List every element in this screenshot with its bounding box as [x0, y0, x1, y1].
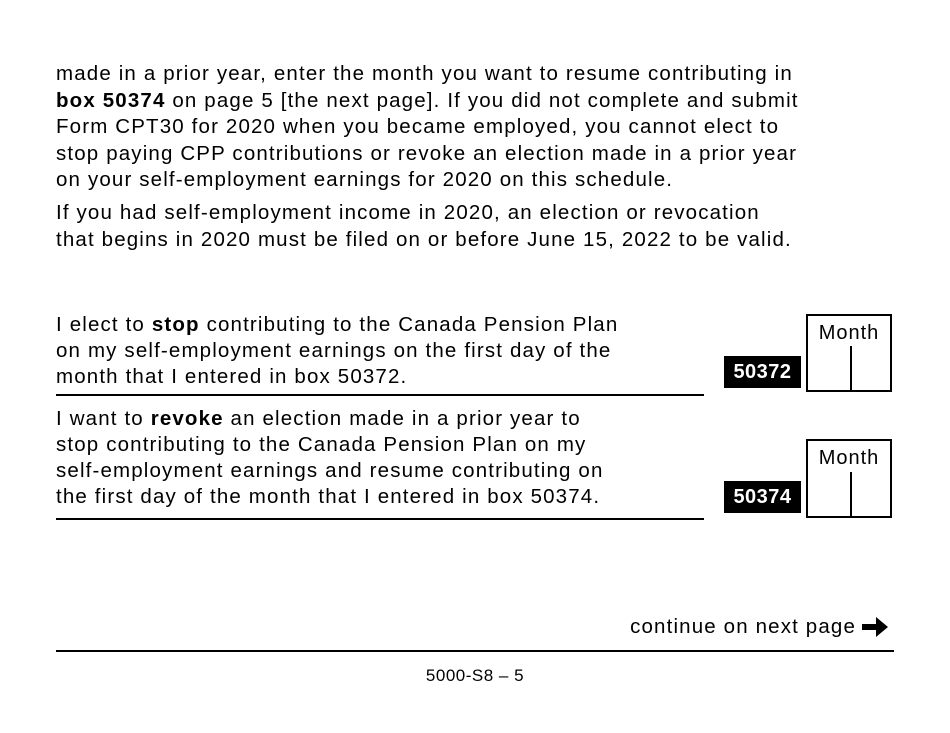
election-revoke-row: [56, 406, 704, 520]
election-stop-text: [56, 312, 704, 390]
intro-p1-line-1: made in a prior year, enter the month you want to resume contributing in: [56, 62, 793, 85]
election-stop-line-1: [56, 312, 704, 338]
month-digit-divider-50372: [850, 346, 852, 390]
election-revoke-text: [56, 406, 704, 510]
intro-p2-line-1: If you had self-employment income in 2020, an election or revocation: [56, 201, 760, 224]
election-revoke-keyword: revoke: [150, 407, 224, 430]
election-revoke-line-1: [56, 406, 704, 432]
election-stop-line-2: on my self-employment earnings on the first day of the: [56, 339, 612, 362]
continue-on-next-page: [630, 615, 890, 639]
box-number-50372: 50372: [724, 356, 801, 388]
month-input-50372[interactable]: [806, 314, 892, 392]
election-stop-line-1-pre: I elect to: [56, 313, 152, 336]
election-revoke-line-4: the first day of the month that I entered in box 50374.: [56, 485, 601, 508]
box-50374-reference: box 50374: [56, 88, 166, 112]
box-number-50374: 50374: [724, 481, 801, 513]
intro-p2-line-2: that begins in 2020 must be filed on or before June 15, 2022 to be valid.: [56, 227, 792, 251]
month-label-50372: Month: [818, 322, 880, 344]
continue-text: continue on next page: [630, 615, 856, 638]
arrow-right-icon: [860, 615, 890, 639]
month-digit-divider-50374: [850, 472, 852, 516]
election-revoke-line-2: stop contributing to the Canada Pension Plan on my: [56, 433, 587, 456]
election-stop-keyword: stop: [151, 313, 200, 336]
month-input-50374[interactable]: [806, 439, 892, 518]
intro-p1-line-3: Form CPT30 for 2020 when you became employed, you cannot elect to: [56, 115, 780, 138]
election-revoke-line-1-post: an election made in a prior year to: [223, 407, 581, 430]
election-stop-line-1-post: contributing to the Canada Pension Plan: [199, 313, 619, 336]
intro-p1-line-4: stop paying CPP contributions or revoke an election made in a prior year: [56, 141, 798, 165]
election-stop-row: [56, 312, 704, 396]
election-revoke-line-3: self-employment earnings and resume contributing on: [56, 459, 604, 482]
footer-divider: [56, 650, 894, 652]
intro-p1-line-2: [56, 88, 906, 115]
intro-paragraph-2: [56, 200, 906, 253]
month-label-50374: Month: [818, 447, 880, 469]
election-stop-line-3: month that I entered in box 50372.: [56, 365, 408, 388]
intro-paragraph-1: [56, 61, 906, 194]
election-revoke-line-1-pre: I want to: [56, 407, 151, 430]
intro-p1-line-2-rest: on page 5 [the next page]. If you did not complete and submit: [165, 88, 799, 112]
intro-p1-line-5: on your self-employment earnings for 2020 on this schedule.: [56, 168, 674, 191]
page-number: 5000-S8 – 5: [425, 666, 525, 685]
